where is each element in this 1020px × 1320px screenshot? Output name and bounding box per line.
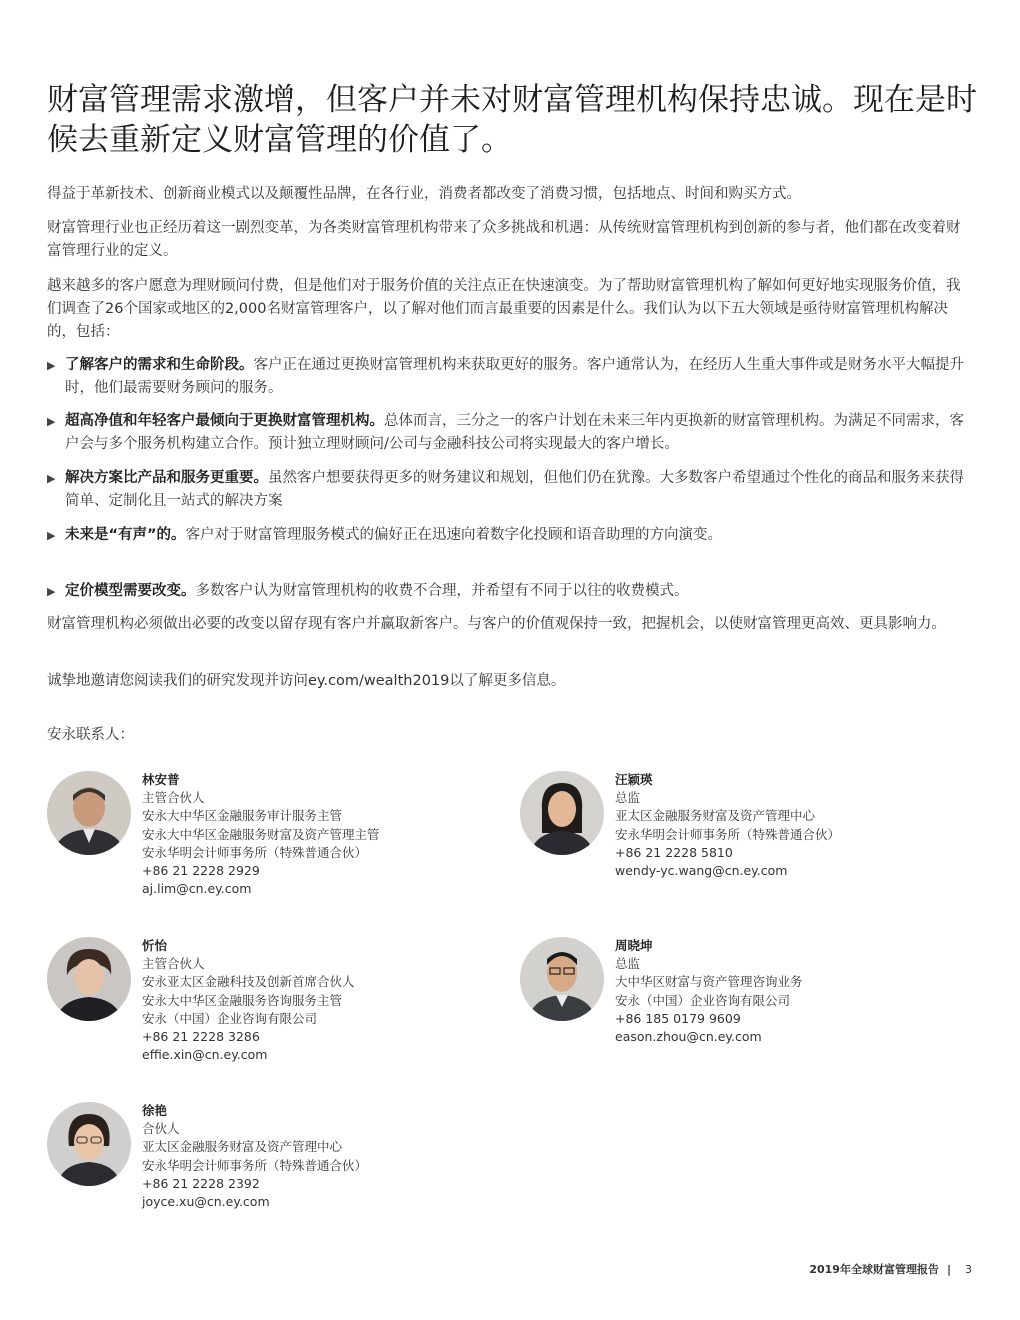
contacts-heading: 安永联系人：: [47, 727, 134, 743]
footer-separator: |: [946, 1263, 951, 1276]
triangle-right-icon: ▶: [47, 415, 56, 428]
contact-role: 亚太区金融服务财富及资产管理中心: [615, 808, 816, 824]
bullet-text: [47, 467, 972, 513]
contact-name: 汪颖瑛: [615, 772, 653, 787]
bullet-body: 总体而言，三分之一的客户计划在未来三年内更换新的财富管理机构。为满足不同需求，客户会与多个服务机构建立合作。预计独立理财顾问/公司与金融科技公司将实现最大的客户增长。: [65, 413, 964, 452]
bullet-text: [47, 354, 972, 400]
bullet-item: [47, 410, 972, 456]
bullet-body: 多数客户认为财富管理机构的收费不合理，并希望有不同于以往的收费模式。: [195, 583, 689, 599]
contact-email[interactable]: effie.xin@cn.ey.com: [142, 1047, 268, 1063]
contact-title: 总监: [615, 956, 641, 972]
page-headline: 财富管理需求激增，但客户并未对财富管理机构保持忠诚。现在是时候去重新定义财富管理的价值了。: [47, 82, 977, 158]
contact-phone: +86 21 2228 5810: [615, 844, 733, 860]
contact-email[interactable]: aj.lim@cn.ey.com: [142, 881, 252, 897]
contact-title: 合伙人: [142, 1121, 180, 1137]
bullet-item: [47, 524, 837, 547]
triangle-right-icon: ▶: [47, 359, 56, 372]
bullet-heading: 解决方案比产品和服务更重要。: [65, 470, 268, 486]
contact-name: 忻怡: [142, 938, 168, 953]
bullet-text: [47, 580, 972, 603]
bullet-body: 客户对于财富管理服务模式的偏好正在迅速向着数字化投顾和语音助理的方向演变。: [185, 527, 723, 543]
contact-phone: +86 21 2228 2929: [142, 863, 260, 879]
contact-email[interactable]: eason.zhou@cn.ey.com: [615, 1029, 762, 1045]
triangle-right-icon: ▶: [47, 529, 56, 542]
contact-role: 亚太区金融服务财富及资产管理中心: [142, 1139, 343, 1155]
bullet-heading: 定价模型需要改变。: [65, 583, 196, 599]
contact-title: 主管合伙人: [142, 956, 205, 972]
avatar: [47, 937, 131, 1021]
contact-info: [615, 937, 915, 1046]
avatar: [520, 937, 604, 1021]
closing-paragraph: 财富管理机构必须做出必要的改变以留存现有客户并赢取新客户。与客户的价值观保持一致，把握机会，以使财富管理更高效、更具影响力。: [47, 616, 946, 632]
contact-title: 主管合伙人: [142, 790, 205, 806]
avatar: [47, 1102, 131, 1186]
bullet-item: [47, 580, 972, 603]
contact-role: 安永大中华区金融服务咨询服务主管: [142, 992, 343, 1008]
contact-firm: 安永华明会计师事务所（特殊普通合伙）: [615, 826, 841, 842]
contact-title: 总监: [615, 790, 641, 806]
page-footer: [809, 1261, 972, 1277]
page-number: 3: [965, 1263, 972, 1276]
contact-phone: +86 21 2228 3286: [142, 1029, 260, 1045]
contact-phone: +86 21 2228 2392: [142, 1175, 260, 1191]
invitation-paragraph: 诚挚地邀请您阅读我们的研究发现并访问ey.com/wealth2019以了解更多信息。: [47, 673, 566, 689]
avatar: [47, 771, 131, 855]
contact-role: 安永亚太区金融科技及创新首席合伙人: [142, 974, 355, 990]
intro-paragraph-1: 得益于革新技术、创新商业模式以及颠覆性品牌，在各行业，消费者都改变了消费习惯，包括地点、时间和购买方式。: [47, 186, 801, 202]
bullet-text: [47, 410, 972, 456]
footer-title: 2019年全球财富管理报告: [809, 1263, 939, 1276]
contact-role: 安永大中华区金融服务审计服务主管: [142, 808, 343, 824]
contact-info: [142, 1102, 442, 1211]
contact-firm: 安永（中国）企业咨询有限公司: [142, 1010, 318, 1026]
contact-name: 周晓坤: [615, 938, 653, 953]
contact-firm: 安永华明会计师事务所（特殊普通合伙）: [142, 844, 368, 860]
contact-email[interactable]: joyce.xu@cn.ey.com: [142, 1194, 270, 1210]
contact-info: [142, 771, 442, 898]
bullet-text: [47, 524, 837, 547]
triangle-right-icon: ▶: [47, 585, 56, 598]
contact-name: 林安普: [142, 772, 180, 787]
bullet-item: [47, 467, 972, 513]
contact-info: [615, 771, 915, 880]
bullet-item: [47, 354, 972, 400]
contact-email[interactable]: wendy-yc.wang@cn.ey.com: [615, 863, 788, 879]
intro-paragraph-2: 财富管理行业也正经历着这一剧烈变革，为各类财富管理机构带来了众多挑战和机遇：从传统财富管理机构到创新的参与者，他们都在改变着财富管理行业的定义。: [47, 220, 961, 259]
bullet-heading: 超高净值和年轻客户最倾向于更换财富管理机构。: [65, 413, 384, 429]
avatar: [520, 771, 604, 855]
intro-paragraph-3: 越来越多的客户愿意为理财顾问付费，但是他们对于服务价值的关注点正在快速演变。为了帮助财富管理机构了解如何更好地实现服务价值，我们调查了26个国家或地区的2,000名财富管理客户，以了解对他们而言最重要的因素是什么。我们认为以下五大领域是亟待财富管理机构解决的，包括：: [47, 278, 961, 340]
contact-firm: 安永（中国）企业咨询有限公司: [615, 992, 791, 1008]
contact-role: 安永大中华区金融服务财富及资产管理主管: [142, 826, 380, 842]
bullet-heading: 了解客户的需求和生命阶段。: [65, 357, 254, 373]
contact-name: 徐艳: [142, 1103, 168, 1118]
bullet-body: 虽然客户想要获得更多的财务建议和规划，但他们仍在犹豫。大多数客户希望通过个性化的商品和服务来获得简单、定制化且一站式的解决方案: [65, 470, 964, 509]
triangle-right-icon: ▶: [47, 472, 56, 485]
bullet-heading: 未来是“有声”的。: [65, 527, 186, 543]
contact-info: [142, 937, 442, 1064]
bullet-body: 客户正在通过更换财富管理机构来获取更好的服务。客户通常认为，在经历人生重大事件或是财务水平大幅提升时，他们最需要财务顾问的服务。: [65, 357, 964, 396]
contact-role: 大中华区财富与资产管理咨询业务: [615, 974, 803, 990]
contact-phone: +86 185 0179 9609: [615, 1010, 741, 1026]
contact-firm: 安永华明会计师事务所（特殊普通合伙）: [142, 1157, 368, 1173]
